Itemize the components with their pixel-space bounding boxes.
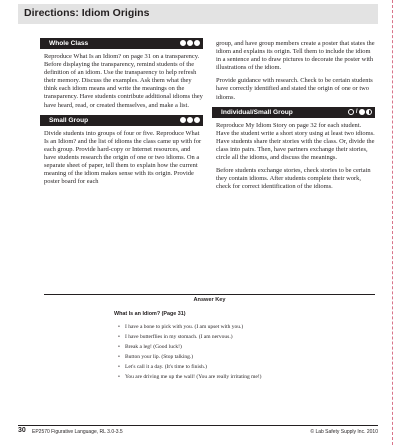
circle-icon [194,117,200,123]
list-item: • Break a leg! (Good luck!) [118,344,182,350]
level-indicator [180,117,200,124]
level-indicator [180,40,200,47]
bullet-icon: • [118,354,120,360]
left-column [44,38,203,191]
page-footer [18,427,378,439]
level-indicator [348,109,372,116]
circle-icon [187,40,193,46]
circle-icon [180,117,186,123]
circle-icon [187,117,193,123]
answer-key-divider [44,294,375,295]
slash-icon: / [355,108,358,115]
small-group-text-continued: group, and have group members create a poster that states the idiom and explains its origin. Tell them to include the idiom in a sentence and to draw pictures to decorate the poster with illustrations of the idiom. [216,40,375,72]
bullet-icon: • [118,344,120,350]
bullet-icon: • [118,324,120,330]
whole-class-text: Reproduce What Is an Idiom? on page 31 on a transparency. Before displaying the transparency, remind students of the definition of an idiom. Use the transparency to help refresh their memory. Discuss the examples. Ask them what they think each idiom means and write the meanings on the transparency. Have students contribute additional idioms they have heard, read, or created themselves, and make a list. [44,53,203,109]
list-item: • Let's call it a day. (It's time to finish.) [118,364,207,370]
section-header-individual [212,107,375,118]
page-title: Directions: Idiom Origins [24,7,150,19]
list-item: • Button your lip. (Stop talking.) [118,354,194,360]
section-heading: Small Group [49,116,89,124]
circle-icon [366,109,372,115]
bullet-icon: • [118,374,120,380]
footer-product: EP2570 Figurative Language, RL 3.0-3.5 [32,429,123,435]
small-group-text: Divide students into groups of four or five. Reproduce What Is an Idiom? and the list of idioms the class came up with for each group. Provide hard-copy or Internet resources, and have students research the origin of one or two idioms. On a separate sheet of paper, tell them to explain how the current meaning of the idiom makes sense with its origin. Provide poster board for each [44,129,202,186]
list-item: • I have butterflies in my stomach. (I am nervous.) [118,334,233,340]
circle-icon [180,40,186,46]
bullet-icon: • [118,364,120,370]
answer-key-title: Answer Key [193,297,226,303]
individual-check-text: Before students exchange stories, check stories to be certain they contain idioms. After students complete their work, check for correct identification of the idioms. [216,167,371,191]
bullet-icon: • [118,334,120,340]
small-group-guidance: Provide guidance with research. Check to be certain students have correctly identified and stated the origin of one or two idioms. [216,77,373,101]
section-heading: Individual/Small Group [221,108,293,116]
answer-key-list [118,322,262,382]
list-item: • I have a bone to pick with you. (I am upset with you.) [118,324,244,330]
circle-icon [348,109,354,115]
section-heading: Whole Class [49,40,89,47]
page-number: 30 [18,427,26,434]
section-header-small-group [40,115,203,126]
individual-text: Reproduce My Idiom Story on page 32 for each student. Have the student write a short story using at least two idioms. Have students share their stories with the class. Or, divide the class into pairs. Then, have partners exchange their stories, circle all the idioms, and discuss the meanings. [216,121,375,162]
list-item: • You are driving me up the wall! (You are really irritating me!) [118,374,262,380]
directions-banner [18,4,378,24]
circle-icon [194,40,200,46]
right-column [216,40,375,196]
section-header-whole-class [40,38,203,49]
footer-copyright: © Lab Safety Supply Inc. 2010 [310,429,378,435]
footer-divider [18,425,378,426]
perforation-line [392,0,393,445]
answer-key-subtitle: What Is an Idiom? (Page 31) [114,311,186,317]
circle-icon [359,109,365,115]
